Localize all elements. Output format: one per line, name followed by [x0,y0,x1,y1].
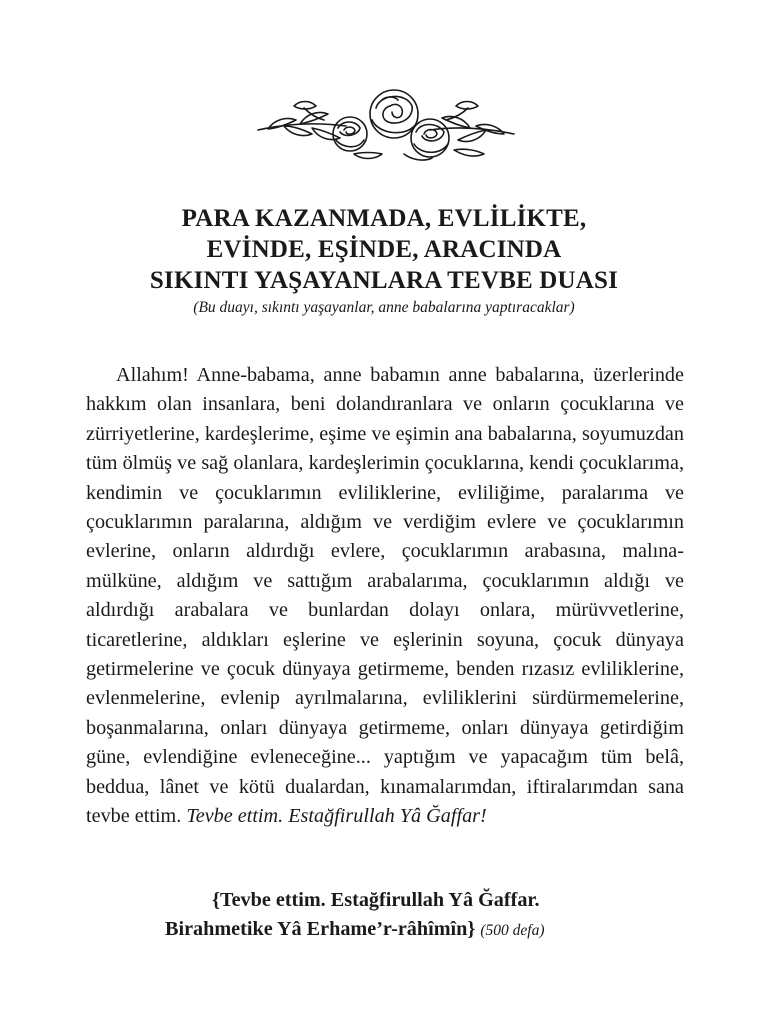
title-block [0,203,768,319]
prayer-italic-tail: Tevbe ettim. Estağfirullah Yâ Ğaffar! [186,805,487,828]
closing-line-2: Birahmetike Yâ Erhame’r-râhîmîn} [165,918,476,941]
page-title-line-1: PARA KAZANMADA, EVLİLİKTE, [181,205,587,232]
page-subtitle: (Bu duayı, sıkıntı yaşayanlar, anne babalarına yaptıracaklar) [193,299,575,316]
prayer-body-text: Allahım! Anne-babama, anne babamın anne babalarına, üzerlerinde hakkım olan insanlara, beni dolandıranlara ve onların çocuklarına ve zürriyetlerine, kardeşlerime, eşime ve eşimin ana babalarına, soyumuzdan tüm ölmüş ve sağ olanlara, kardeşlerimin çocuklarına, kendi çocuklarıma, kendimin ve çocuklarımın evliliklerine, evliliğime, paralarıma ve çocuklarımın paralarına, aldığım ve verdiğim evlere ve çocuklarımın evlerine, onların aldırdığı evlere, çocuklarımın arabasına, malına-mülküne, aldığım ve sattığım arabalarıma, çocuklarımın aldığı ve aldırdığı arabalara ve bunlardan dolayı onlara, mürüvvetlerine, ticaretlerine, aldıkları eşlerine ve eşlerinin soyuna, çocuk dünyaya getirmelerine ve çocuk dünyaya getirmeme, benden rızasız evliliklerine, evlenmelerine, evlenip ayrılmalarına, evliliklerini sürdürmemelerine, boşanmalarına, onları dünyaya getirmeme, onları dünyaya getirdiğim güne, evlendiğine evleneceğine... yaptığım ve yapacağım tüm belâ, beddua, lânet ve kötü dualardan, kınamalarımdan, iftiralarımdan sana tevbe ettim. [86,364,684,828]
closing-line-2-wrapper [0,915,768,945]
closing-line-1: {Tevbe ettim. Estağfirullah Yâ Ğaffar. [212,889,540,911]
roses-ornament-icon [254,84,518,164]
closing-block [0,886,768,946]
repeat-count: (500 defa) [480,922,545,940]
page-title-line-3: SIKINTI YAŞAYANLARA TEVBE DUASI [149,267,619,294]
prayer-paragraph [86,361,684,832]
page-title-line-2: EVİNDE, EŞİNDE, ARACINDA [206,236,562,263]
